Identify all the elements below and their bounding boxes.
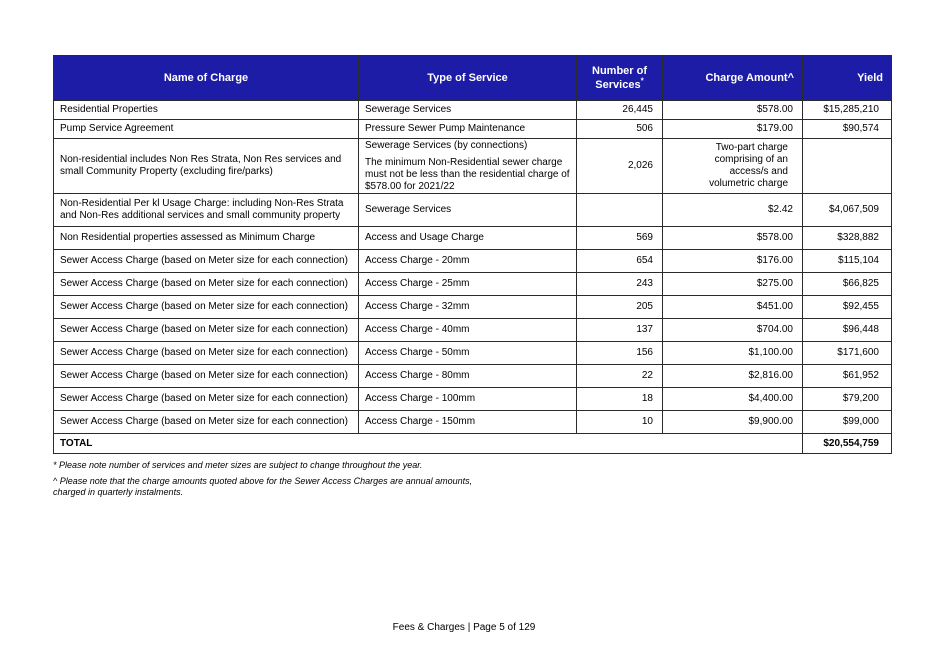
table-row (54, 250, 892, 273)
cell-number-of-services: 22 (577, 365, 663, 388)
cell-yield: $79,200 (803, 388, 892, 411)
cell-type-of-service: Pressure Sewer Pump Maintenance (359, 120, 577, 139)
page-footer: Fees & Charges | Page 5 of 129 (392, 622, 536, 633)
cell-name-of-charge: Sewer Access Charge (based on Meter size for each connection) (54, 411, 359, 434)
cell-name-of-charge: Sewer Access Charge (based on Meter size for each connection) (54, 319, 359, 342)
cell-name-of-charge: Sewer Access Charge (based on Meter size for each connection) (54, 273, 359, 296)
cell-type-of-service: Sewerage Services (359, 101, 577, 120)
cell-charge-amount: $578.00 (663, 101, 803, 120)
cell-name-of-charge: Sewer Access Charge (based on Meter size for each connection) (54, 250, 359, 273)
cell-yield: $90,574 (803, 120, 892, 139)
cell-yield: $66,825 (803, 273, 892, 296)
cell-charge-amount: $275.00 (663, 273, 803, 296)
type-of-service-note: The minimum Non-Residential sewer charge must not be less than the residential charge of $578.00 for 2021/22 (365, 156, 570, 192)
header-services-footnote-mark: * (640, 76, 644, 86)
cell-charge-amount: Two-part charge comprising of an access/s and volumetric charge (663, 139, 803, 194)
table-row (54, 194, 892, 227)
cell-name-of-charge: Non-residential includes Non Res Strata, Non Res services and small Community Property (excluding fire/parks) (54, 139, 359, 194)
cell-number-of-services: 243 (577, 273, 663, 296)
cell-name-of-charge: Sewer Access Charge (based on Meter size for each connection) (54, 342, 359, 365)
cell-type-of-service: Access Charge - 50mm (359, 342, 577, 365)
cell-yield: $15,285,210 (803, 101, 892, 120)
header-number-of-services (577, 56, 663, 101)
cell-yield (803, 139, 892, 194)
cell-number-of-services: 156 (577, 342, 663, 365)
cell-type-of-service: Access Charge - 25mm (359, 273, 577, 296)
header-number-of-services-text: Number of Services (592, 65, 647, 91)
cell-charge-amount: $2.42 (663, 194, 803, 227)
cell-charge-amount: $704.00 (663, 319, 803, 342)
cell-type-of-service: Access Charge - 100mm (359, 388, 577, 411)
cell-yield: $61,952 (803, 365, 892, 388)
cell-yield: $115,104 (803, 250, 892, 273)
footnote-charge-amounts: ^ Please note that the charge amounts quoted above for the Sewer Access Charges are annual amounts, charged in quarterly instalments. (53, 476, 473, 497)
table-row (54, 411, 892, 434)
cell-charge-amount: $1,100.00 (663, 342, 803, 365)
cell-number-of-services: 654 (577, 250, 663, 273)
cell-yield: $99,000 (803, 411, 892, 434)
cell-yield: $92,455 (803, 296, 892, 319)
table-row (54, 101, 892, 120)
cell-number-of-services: 137 (577, 319, 663, 342)
table-row (54, 227, 892, 250)
table-row (54, 296, 892, 319)
cell-charge-amount: $9,900.00 (663, 411, 803, 434)
cell-yield: $4,067,509 (803, 194, 892, 227)
cell-number-of-services: 205 (577, 296, 663, 319)
cell-number-of-services: 18 (577, 388, 663, 411)
cell-type-of-service: Access Charge - 32mm (359, 296, 577, 319)
table-row (54, 388, 892, 411)
header-charge-amount: Charge Amount^ (663, 56, 803, 101)
footnotes (53, 460, 473, 503)
cell-charge-amount: $451.00 (663, 296, 803, 319)
header-yield: Yield (803, 56, 892, 101)
cell-name-of-charge: Residential Properties (54, 101, 359, 120)
table-row (54, 342, 892, 365)
cell-charge-amount: $2,816.00 (663, 365, 803, 388)
table-header (54, 56, 892, 101)
cell-yield: $328,882 (803, 227, 892, 250)
total-label: TOTAL (54, 434, 803, 454)
cell-name-of-charge: Non Residential properties assessed as Minimum Charge (54, 227, 359, 250)
cell-number-of-services: 26,445 (577, 101, 663, 120)
table-row (54, 273, 892, 296)
footnote-services: * Please note number of services and meter sizes are subject to change throughout the year. (53, 460, 423, 470)
cell-type-of-service (359, 139, 577, 194)
cell-charge-amount: $578.00 (663, 227, 803, 250)
charges-table (53, 55, 892, 454)
cell-type-of-service: Access Charge - 150mm (359, 411, 577, 434)
total-row (54, 434, 892, 454)
table-row (54, 319, 892, 342)
cell-number-of-services: 2,026 (577, 139, 663, 194)
cell-name-of-charge: Non-Residential Per kl Usage Charge: including Non-Res Strata and Non-Res additional services and small community property (54, 194, 359, 227)
type-of-service-text: Sewerage Services (by connections) (365, 139, 528, 151)
cell-name-of-charge: Sewer Access Charge (based on Meter size for each connection) (54, 388, 359, 411)
cell-number-of-services: 506 (577, 120, 663, 139)
cell-type-of-service: Access Charge - 40mm (359, 319, 577, 342)
cell-charge-amount: $176.00 (663, 250, 803, 273)
table-body (54, 101, 892, 434)
cell-name-of-charge: Sewer Access Charge (based on Meter size for each connection) (54, 365, 359, 388)
cell-number-of-services: 569 (577, 227, 663, 250)
table-row (54, 139, 892, 194)
cell-yield: $171,600 (803, 342, 892, 365)
table-row (54, 365, 892, 388)
cell-name-of-charge: Sewer Access Charge (based on Meter size for each connection) (54, 296, 359, 319)
table-row (54, 120, 892, 139)
cell-name-of-charge: Pump Service Agreement (54, 120, 359, 139)
cell-type-of-service: Access Charge - 80mm (359, 365, 577, 388)
cell-number-of-services (577, 194, 663, 227)
cell-charge-amount: $4,400.00 (663, 388, 803, 411)
cell-type-of-service: Access Charge - 20mm (359, 250, 577, 273)
cell-number-of-services: 10 (577, 411, 663, 434)
cell-type-of-service: Sewerage Services (359, 194, 577, 227)
total-value: $20,554,759 (803, 434, 892, 454)
cell-charge-amount: $179.00 (663, 120, 803, 139)
cell-type-of-service: Access and Usage Charge (359, 227, 577, 250)
cell-yield: $96,448 (803, 319, 892, 342)
header-type-of-service: Type of Service (359, 56, 577, 101)
header-name-of-charge: Name of Charge (54, 56, 359, 101)
